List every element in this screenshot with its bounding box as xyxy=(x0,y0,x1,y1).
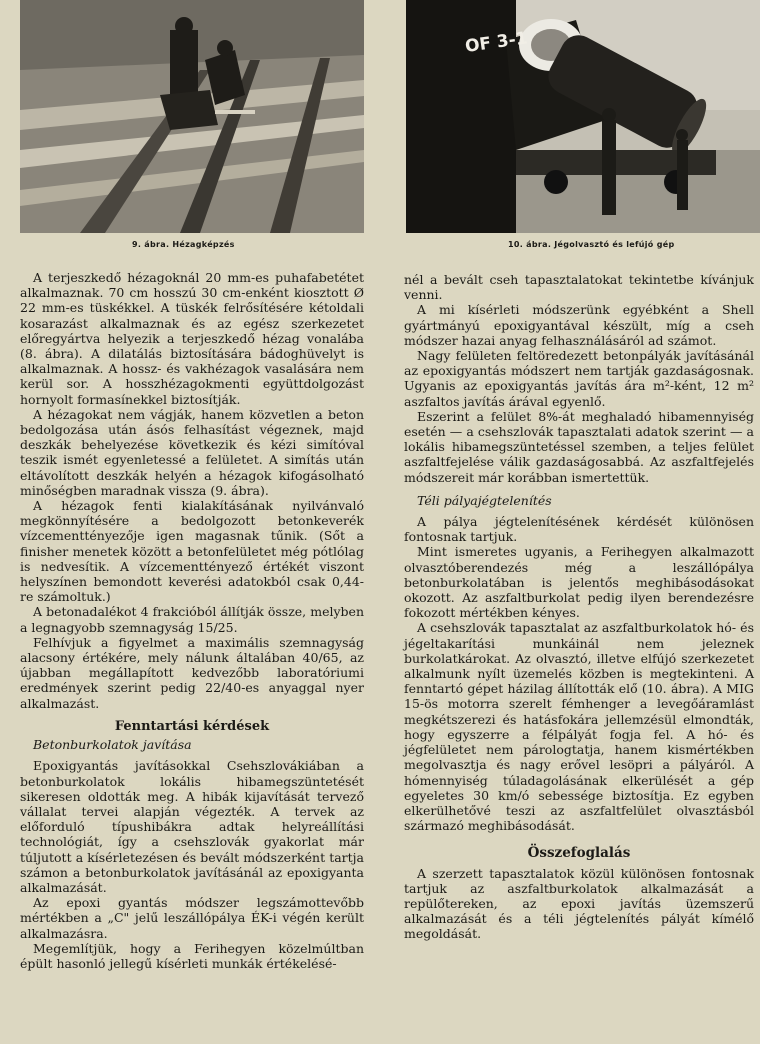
paragraph: A hézagokat nem vágják, hanem közvetlen a beton bedolgozása után ásós felhasítást végeznek, majd deszkák behelyezése következik és kézi simítóval teszik ismét egyenletessé a felületet. A simítás után eltávolított deszkák helyén a hézagok kifogásolható minőségben maradnak vissza (9. ábra). xyxy=(20,406,364,498)
paragraph: A csehszlovák tapasztalat az aszfaltburkolatok hó- és jégeltakarítási munkáinál nem jeleznek burkolatkárokat. Az olvasztó, illetve elfújó szerkezetet alkalmunk nyílt üzemelés közben is megtekinteni. A fenntartó gépet házilag állították elő (10. ábra). A MIG 15-ös motorra szerelt fémhenger a levegőáramlást megkétszerezi és hatásfokára jellemzésül elmondták, hogy egyszerre a félpályát fogja fel. A hó- és jégfelületet nem párologtatja, hanem kismértékben megolvasztja és nagy erővel lesöpri a pályáról. A hómennyiség túladagolásának elkerülését a gép egyeletes 30 km/ó sebessége biztosítja. Ez egyben elkerülhetővé teszi az aszfaltfelület olvasztásból származó meghibásodását. xyxy=(404,620,754,834)
paragraph: A pálya jégtelenítésének kérdését különösen fontosnak tartjuk. xyxy=(404,514,754,545)
paragraph: Felhívjuk a figyelmet a maximális szemnagyság alacsony értékére, mely nálunk általában 40/65, az újabban megállapított kedvezőbb laboratóriumi eredmények szerint pedig 22/40-es anyaggal nyer alkalmazást. xyxy=(20,634,364,711)
figure-de-icing-machine-photo xyxy=(406,0,760,233)
vehicle-marking: OF 3-1 xyxy=(463,28,529,57)
left-text-column xyxy=(20,270,364,971)
paragraph: Megemlítjük, hogy a Ferihegyen közelmúltban épült hasonló jellegű kísérleti munkák értékelésé- xyxy=(20,940,364,971)
paragraph: A hézagok fenti kialakításának nyilvánvaló megkönnyítésére a bedolgozott betonkeverék vízcementtényezője igen magasnak tűnik. (Sőt a finisher menetek között a betonfelületet még pótlólag is nedvesítik. A vízcementtényező értékét viszont helyszínen bemondott keverési adatokból csak 0,44-re számoltuk.) xyxy=(20,498,364,605)
paragraph: Az epoxi gyantás módszer legszámottevőbb mértékben a „C" jelű leszállópálya ÉK-i végén került alkalmazásra. xyxy=(20,895,364,941)
paragraph: Nagy felületen feltöredezett betonpályák javításánál az epoxigyantás módszert nem tartják gazdaságosnak. Ugyanis az epoxigyantás javítás ára m²-ként, 12 m² aszfaltos javítás árával egyenlő. xyxy=(404,348,754,409)
figure-9-caption: 9. ábra. Hézagképzés xyxy=(132,240,235,249)
paragraph: A betonadalékot 4 frakcióból állítják össze, melyben a legnagyobb szemnagyság 15/25. xyxy=(20,604,364,635)
figure-10-caption: 10. ábra. Jégolvasztó és lefújó gép xyxy=(508,240,675,249)
paragraph: A terjeszkedő hézagoknál 20 mm-es puhafabetétet alkalmaznak. 70 cm hosszú 30 cm-enként kiosztott Ø 22 mm-es tüskékkel. A tüskék felrősítésére kétoldali kosarazást alkalmaznak és az egész szerkezetet előregyártva helyezik a terjeszkedő hézag vonalába (8. ábra). A dilatálás biztosítására bádoghüvelyt is alkalmaznak. A hossz- és vakhézagok vasalására nem kerül sor. A hosszhézagokmenti együttdolgozást hornyolt formasínekkel biztosítják. xyxy=(20,270,364,407)
paragraph: nél a bevált cseh tapasztalatokat tekintetbe kívánjuk venni. xyxy=(404,272,754,303)
section-title-maintenance: Fenntartási kérdések xyxy=(114,718,270,734)
subsection-title-winter-de-icing: Téli pályajégtelenítés xyxy=(417,492,552,508)
paragraph: A szerzett tapasztalatok közül különösen fontosnak tartjuk az aszfaltburkolatok alkalmazását a repülőtereken, az epoxi javítás üzemszerű alkalmazását és a téli jégtelenítés pályát kímélő megoldását. xyxy=(404,865,754,942)
joint-forming-photo-drawing xyxy=(20,0,364,233)
section-title-summary: Összefoglalás xyxy=(527,845,631,862)
right-text-column xyxy=(404,272,754,942)
figure-joint-forming-photo xyxy=(20,0,364,233)
paragraph: Eszerint a felület 8%-át meghaladó hibamennyiség esetén — a csehszlovák tapasztalati adatok szerint — a lokális hibamegszüntetéssel szemben, a teljes felület aszfaltfejelése válik gazdaságosabbá. Az aszfaltfejelés módszereit már korábban ismertettük. xyxy=(404,408,754,485)
subsection-title-concrete-repair: Betonburkolatok javítása xyxy=(33,737,192,753)
paragraph: Mint ismeretes ugyanis, a Ferihegyen alkalmazott olvasztóberendezés még a leszállópálya betonburkolatában is jelentős meghibásodásokat okozott. Az aszfaltburkolat pedig ilyen berendezésre fokozott mértékben kényes. xyxy=(404,544,754,621)
paragraph: A mi kísérleti módszerünk egyébként a Shell gyártmányú epoxigyantával készült, míg a cseh módszer hazai anyag felhasználásáról ad számot. xyxy=(404,302,754,348)
de-icing-machine-photo-drawing xyxy=(406,0,760,233)
paragraph: Epoxigyantás javításokkal Csehszlovákiában a betonburkolatok lokális hibamegszüntetését sikeresen oldották meg. A hibák kijavítását tervező vállalat tervei alapján végezték. A tervek az előforduló típushibákra adtak helyreállítási technológiát, így a csehszlovák gyakorlat már túljutott a kísérletezésen és bevált módszerként tartja számon a betonburkolatok javításánál az epoxigyanta alkalmazását. xyxy=(20,758,364,895)
